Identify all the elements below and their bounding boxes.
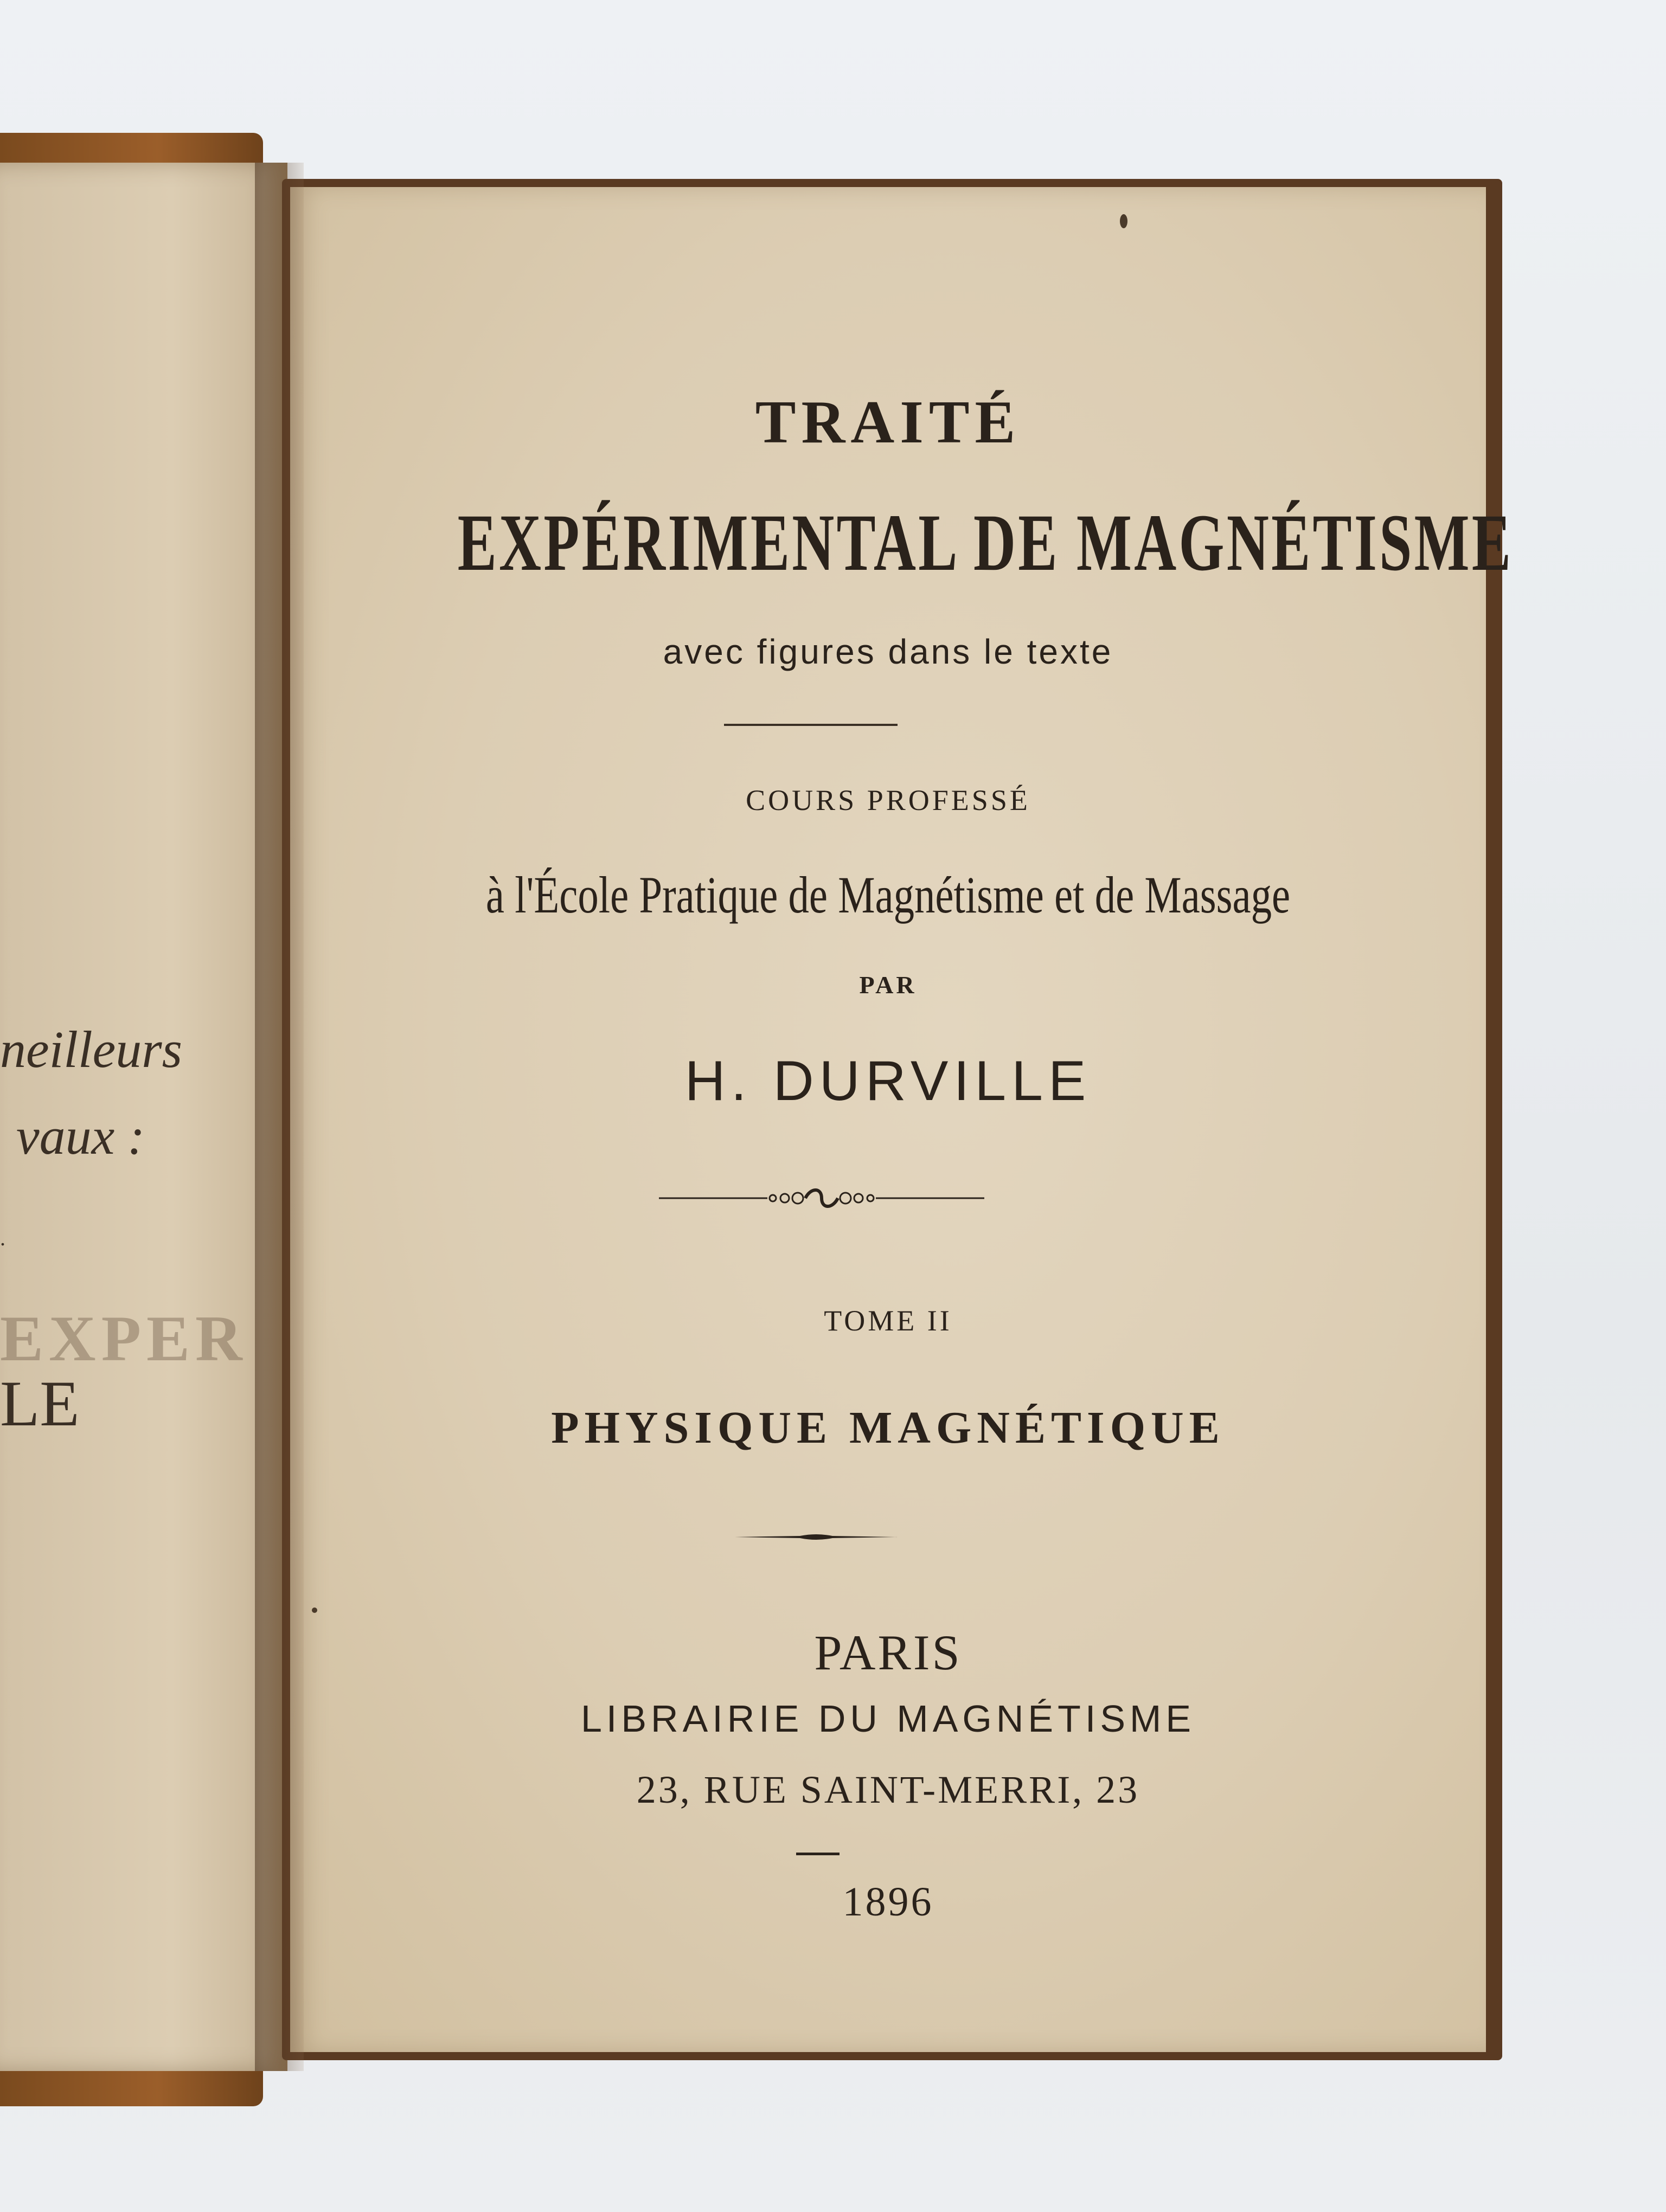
short-rule	[796, 1853, 840, 1855]
publication-year: 1896	[842, 1879, 934, 1925]
course-line: COURS PROFESSÉ	[746, 784, 1030, 816]
left-page-line: vaux :	[16, 1107, 145, 1165]
book-subtitle: EXPÉRIMENTAL DE MAGNÉTISME	[457, 498, 1514, 588]
left-page-line: neilleurs	[0, 1020, 182, 1078]
publisher-address: 23, RUE SAINT-MERRI, 23	[636, 1768, 1140, 1811]
volume-title: PHYSIQUE MAGNÉTIQUE	[551, 1403, 1225, 1453]
ornament-divider	[659, 1182, 984, 1214]
paper-speck	[312, 1607, 317, 1613]
volume-number: TOME II	[824, 1304, 952, 1337]
book-title: TRAITÉ	[755, 389, 1021, 456]
by-line: PAR	[859, 971, 917, 999]
left-page-line: .	[0, 1226, 5, 1250]
left-page-line: LE	[0, 1367, 80, 1439]
author-name: H. DURVILLE	[684, 1050, 1092, 1113]
publication-city: PARIS	[814, 1625, 962, 1680]
left-page-bleed-through-text: EXPER	[0, 1302, 248, 1374]
divider-rule	[724, 724, 898, 726]
book-spine-gutter	[255, 163, 304, 2071]
figures-note: avec figures dans le texte	[663, 632, 1113, 671]
school-line: à l'École Pratique de Magnétisme et de Massage	[485, 866, 1291, 924]
publisher-name: LIBRAIRIE DU MAGNÉTISME	[580, 1697, 1196, 1740]
left-page	[0, 163, 287, 2071]
divider-swell-rule	[735, 1532, 898, 1542]
paper-speck	[1120, 214, 1127, 228]
title-page	[290, 187, 1514, 2052]
